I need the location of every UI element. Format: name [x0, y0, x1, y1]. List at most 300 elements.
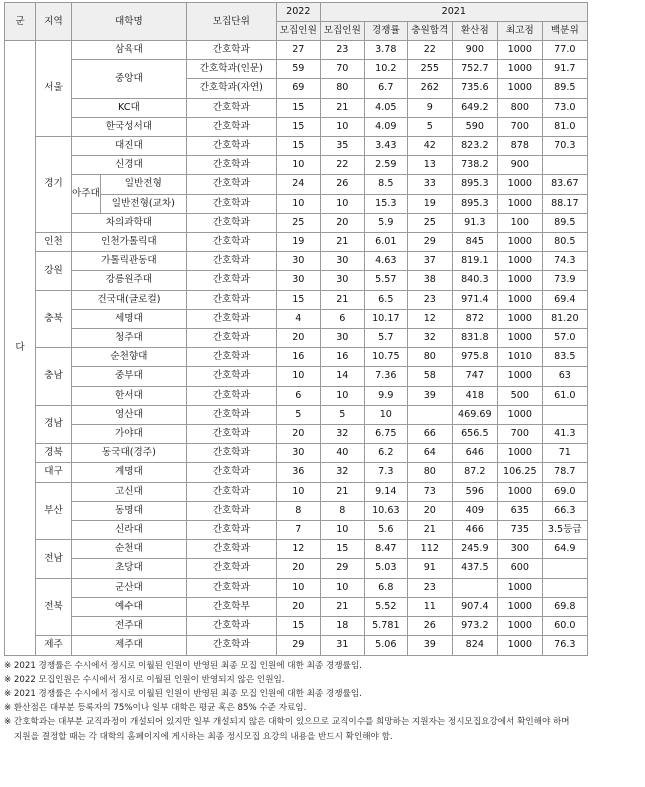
- university-cell: 동명대: [72, 501, 187, 520]
- converted-score-cell: 819.1: [452, 252, 497, 271]
- percentile-cell: 80.5: [542, 233, 587, 252]
- converted-score-cell: 437.5: [452, 559, 497, 578]
- department-cell: 간호학과: [186, 329, 276, 348]
- competition-rate-cell: 8.5: [364, 175, 407, 194]
- highest-score-cell: 1000: [497, 175, 542, 194]
- competition-rate-cell: 5.781: [364, 617, 407, 636]
- university-cell: 인천가톨릭대: [72, 233, 187, 252]
- header-quota-2022: 모집인원: [276, 22, 320, 41]
- additional-pass-cell: 73: [407, 482, 452, 501]
- additional-pass-cell: 64: [407, 444, 452, 463]
- competition-rate-cell: 6.7: [364, 79, 407, 98]
- percentile-cell: 73.9: [542, 271, 587, 290]
- percentile-cell: 89.5: [542, 79, 587, 98]
- table-row: [5, 578, 588, 597]
- quota-2022-cell: 15: [276, 617, 320, 636]
- department-cell: 간호학과: [186, 540, 276, 559]
- highest-score-cell: 1000: [497, 405, 542, 424]
- department-cell: 간호학과: [186, 405, 276, 424]
- competition-rate-cell: 10: [364, 405, 407, 424]
- additional-pass-cell: 11: [407, 597, 452, 616]
- university-cell: 초당대: [72, 559, 187, 578]
- highest-score-cell: 900: [497, 156, 542, 175]
- header-department: 모집단위: [186, 3, 276, 41]
- converted-score-cell: 975.8: [452, 348, 497, 367]
- highest-score-cell: 1000: [497, 617, 542, 636]
- quota-2021-cell: 26: [320, 175, 364, 194]
- converted-score-cell: 845: [452, 233, 497, 252]
- department-cell: 간호학과: [186, 578, 276, 597]
- highest-score-cell: 700: [497, 117, 542, 136]
- footnote: ※ 간호학과는 대부분 교직과정이 개설되어 있지만 일부 개설되지 않은 대학이 있으므로 교직이수를 희망하는 지원자는 정시모집요강에서 확인해야 하며: [4, 717, 570, 728]
- highest-score-cell: 100: [497, 213, 542, 232]
- table-row: [5, 617, 588, 636]
- department-cell: 간호학과: [186, 41, 276, 60]
- highest-score-cell: 1000: [497, 194, 542, 213]
- quota-2021-cell: 21: [320, 290, 364, 309]
- department-cell: 간호학과: [186, 309, 276, 328]
- percentile-cell: 76.3: [542, 636, 587, 655]
- region-cell: 제주: [36, 636, 72, 655]
- header-year-2021: 2021: [320, 3, 587, 22]
- competition-rate-cell: 4.63: [364, 252, 407, 271]
- department-cell: 간호학과: [186, 175, 276, 194]
- table-row: [5, 156, 588, 175]
- converted-score-cell: 752.7: [452, 60, 497, 79]
- university-cell: 강릉원주대: [72, 271, 187, 290]
- quota-2022-cell: 30: [276, 444, 320, 463]
- additional-pass-cell: 37: [407, 252, 452, 271]
- converted-score-cell: 469.69: [452, 405, 497, 424]
- additional-pass-cell: 5: [407, 117, 452, 136]
- footnote: ※ 2021 경쟁률은 수시에서 정시로 이월된 인원이 반영된 최종 모집 인원에 대한 최종 경쟁률임.: [4, 688, 362, 699]
- percentile-cell: 71: [542, 444, 587, 463]
- region-cell: 서울: [36, 41, 72, 137]
- table-row: [5, 213, 588, 232]
- converted-score-cell: 738.2: [452, 156, 497, 175]
- university-cell: 중부대: [72, 367, 187, 386]
- department-cell: 간호학부: [186, 597, 276, 616]
- competition-rate-cell: 2.59: [364, 156, 407, 175]
- quota-2021-cell: 30: [320, 271, 364, 290]
- additional-pass-cell: 12: [407, 309, 452, 328]
- converted-score-cell: 245.9: [452, 540, 497, 559]
- additional-pass-cell: 13: [407, 156, 452, 175]
- quota-2022-cell: 12: [276, 540, 320, 559]
- department-cell: 간호학과: [186, 463, 276, 482]
- percentile-cell: 81.0: [542, 117, 587, 136]
- table-row: [5, 386, 588, 405]
- table-row: [5, 348, 588, 367]
- header-percentile: 백분위: [542, 22, 587, 41]
- quota-2022-cell: 20: [276, 329, 320, 348]
- converted-score-cell: 973.2: [452, 617, 497, 636]
- quota-2022-cell: 19: [276, 233, 320, 252]
- university-cell: 중앙대: [72, 60, 187, 98]
- percentile-cell: [542, 559, 587, 578]
- additional-pass-cell: 33: [407, 175, 452, 194]
- quota-2021-cell: 10: [320, 117, 364, 136]
- competition-rate-cell: 5.9: [364, 213, 407, 232]
- competition-rate-cell: 6.75: [364, 425, 407, 444]
- footnote: 지원을 결정할 때는 각 대학의 홈페이지에 게시하는 최종 정시모집 요강의 내용을 반드시 확인해야 함.: [14, 731, 393, 742]
- highest-score-cell: 500: [497, 386, 542, 405]
- highest-score-cell: 1010: [497, 348, 542, 367]
- competition-rate-cell: 4.05: [364, 98, 407, 117]
- quota-2021-cell: 31: [320, 636, 364, 655]
- quota-2021-cell: 21: [320, 98, 364, 117]
- percentile-cell: 69.0: [542, 482, 587, 501]
- converted-score-cell: 872: [452, 309, 497, 328]
- department-cell: 간호학과: [186, 233, 276, 252]
- converted-score-cell: 596: [452, 482, 497, 501]
- quota-2021-cell: 80: [320, 79, 364, 98]
- region-cell: 전북: [36, 578, 72, 636]
- university-cell: 한서대: [72, 386, 187, 405]
- admissions-document: [4, 2, 588, 744]
- table-row: [5, 636, 588, 655]
- table-row: [5, 501, 588, 520]
- table-row: [5, 540, 588, 559]
- competition-rate-cell: 6.8: [364, 578, 407, 597]
- header-region: 지역: [36, 3, 72, 41]
- university-cell: 계명대: [72, 463, 187, 482]
- quota-2021-cell: 21: [320, 233, 364, 252]
- highest-score-cell: 800: [497, 98, 542, 117]
- competition-rate-cell: 6.2: [364, 444, 407, 463]
- competition-rate-cell: 9.9: [364, 386, 407, 405]
- converted-score-cell: 907.4: [452, 597, 497, 616]
- footnotes: [4, 659, 588, 744]
- competition-rate-cell: 6.01: [364, 233, 407, 252]
- table-row: [5, 41, 588, 60]
- university-cell: 세명대: [72, 309, 187, 328]
- university-cell: 신라대: [72, 521, 187, 540]
- university-cell: 삼육대: [72, 41, 187, 60]
- quota-2021-cell: 29: [320, 559, 364, 578]
- highest-score-cell: 106.25: [497, 463, 542, 482]
- quota-2022-cell: 15: [276, 290, 320, 309]
- university-cell: 순천향대: [72, 348, 187, 367]
- header-university: 대학명: [72, 3, 187, 41]
- table-row: [5, 175, 588, 194]
- competition-rate-cell: 8.47: [364, 540, 407, 559]
- additional-pass-cell: 39: [407, 386, 452, 405]
- converted-score-cell: 735.6: [452, 79, 497, 98]
- percentile-cell: 78.7: [542, 463, 587, 482]
- highest-score-cell: 1000: [497, 252, 542, 271]
- department-cell: 간호학과: [186, 559, 276, 578]
- competition-rate-cell: 5.52: [364, 597, 407, 616]
- department-cell: 간호학과: [186, 521, 276, 540]
- university-cell: 청주대: [72, 329, 187, 348]
- quota-2021-cell: 16: [320, 348, 364, 367]
- converted-score-cell: 409: [452, 501, 497, 520]
- region-cell: 강원: [36, 252, 72, 290]
- additional-pass-cell: [407, 405, 452, 424]
- header-year-2022: 2022: [276, 3, 320, 22]
- highest-score-cell: 700: [497, 425, 542, 444]
- department-cell: 간호학과: [186, 213, 276, 232]
- additional-pass-cell: 19: [407, 194, 452, 213]
- converted-score-cell: 590: [452, 117, 497, 136]
- percentile-cell: [542, 156, 587, 175]
- department-cell: 간호학과: [186, 367, 276, 386]
- quota-2022-cell: 10: [276, 578, 320, 597]
- quota-2022-cell: 24: [276, 175, 320, 194]
- percentile-cell: 69.4: [542, 290, 587, 309]
- quota-2021-cell: 6: [320, 309, 364, 328]
- quota-2022-cell: 6: [276, 386, 320, 405]
- converted-score-cell: 91.3: [452, 213, 497, 232]
- quota-2021-cell: 35: [320, 137, 364, 156]
- competition-rate-cell: 10.2: [364, 60, 407, 79]
- converted-score-cell: 895.3: [452, 194, 497, 213]
- highest-score-cell: 300: [497, 540, 542, 559]
- university-cell: 예수대: [72, 597, 187, 616]
- competition-rate-cell: 10.75: [364, 348, 407, 367]
- percentile-cell: 64.9: [542, 540, 587, 559]
- region-cell: 경북: [36, 444, 72, 463]
- highest-score-cell: 1000: [497, 271, 542, 290]
- highest-score-cell: 1000: [497, 636, 542, 655]
- quota-2022-cell: 4: [276, 309, 320, 328]
- percentile-cell: 74.3: [542, 252, 587, 271]
- table-row: [5, 444, 588, 463]
- quota-2022-cell: 10: [276, 367, 320, 386]
- converted-score-cell: 823.2: [452, 137, 497, 156]
- additional-pass-cell: 262: [407, 79, 452, 98]
- table-row: [5, 271, 588, 290]
- department-cell: 간호학과: [186, 386, 276, 405]
- region-cell: 인천: [36, 233, 72, 252]
- quota-2022-cell: 25: [276, 213, 320, 232]
- highest-score-cell: 1000: [497, 367, 542, 386]
- university-cell: 고신대: [72, 482, 187, 501]
- competition-rate-cell: 9.14: [364, 482, 407, 501]
- percentile-cell: 91.7: [542, 60, 587, 79]
- university-cell: 군산대: [72, 578, 187, 597]
- header-quota-2021: 모집인원: [320, 22, 364, 41]
- quota-2022-cell: 20: [276, 597, 320, 616]
- additional-pass-cell: 58: [407, 367, 452, 386]
- additional-pass-cell: 38: [407, 271, 452, 290]
- percentile-cell: 88.17: [542, 194, 587, 213]
- quota-2022-cell: 15: [276, 137, 320, 156]
- percentile-cell: 73.0: [542, 98, 587, 117]
- quota-2021-cell: 30: [320, 329, 364, 348]
- percentile-cell: [542, 405, 587, 424]
- additional-pass-cell: 80: [407, 463, 452, 482]
- converted-score-cell: 747: [452, 367, 497, 386]
- competition-rate-cell: 3.43: [364, 137, 407, 156]
- quota-2022-cell: 29: [276, 636, 320, 655]
- university-cell: 가톨릭관동대: [72, 252, 187, 271]
- header-highest-score: 최고점: [497, 22, 542, 41]
- converted-score-cell: 840.3: [452, 271, 497, 290]
- converted-score-cell: [452, 578, 497, 597]
- header-competition: 경쟁률: [364, 22, 407, 41]
- additional-pass-cell: 20: [407, 501, 452, 520]
- competition-rate-cell: 15.3: [364, 194, 407, 213]
- competition-rate-cell: 5.7: [364, 329, 407, 348]
- department-cell: 간호학과(자연): [186, 79, 276, 98]
- quota-2022-cell: 59: [276, 60, 320, 79]
- highest-score-cell: 1000: [497, 290, 542, 309]
- university-cell: 한국성서대: [72, 117, 187, 136]
- table-row: [5, 521, 588, 540]
- table-row: [5, 559, 588, 578]
- quota-2021-cell: 32: [320, 463, 364, 482]
- table-row: [5, 290, 588, 309]
- quota-2022-cell: 15: [276, 117, 320, 136]
- region-cell: 경남: [36, 405, 72, 443]
- university-cell: 전주대: [72, 617, 187, 636]
- quota-2022-cell: 8: [276, 501, 320, 520]
- percentile-cell: 66.3: [542, 501, 587, 520]
- percentile-cell: 89.5: [542, 213, 587, 232]
- admissions-table: [4, 2, 588, 656]
- table-row: [5, 367, 588, 386]
- quota-2022-cell: 7: [276, 521, 320, 540]
- highest-score-cell: 600: [497, 559, 542, 578]
- quota-2021-cell: 10: [320, 578, 364, 597]
- table-row: [5, 425, 588, 444]
- converted-score-cell: 466: [452, 521, 497, 540]
- quota-2021-cell: 23: [320, 41, 364, 60]
- quota-2021-cell: 10: [320, 386, 364, 405]
- quota-2021-cell: 32: [320, 425, 364, 444]
- quota-2021-cell: 10: [320, 194, 364, 213]
- converted-score-cell: 656.5: [452, 425, 497, 444]
- additional-pass-cell: 32: [407, 329, 452, 348]
- department-cell: 간호학과: [186, 290, 276, 309]
- quota-2021-cell: 5: [320, 405, 364, 424]
- competition-rate-cell: 6.5: [364, 290, 407, 309]
- highest-score-cell: 1000: [497, 309, 542, 328]
- converted-score-cell: 831.8: [452, 329, 497, 348]
- region-cell: 전남: [36, 540, 72, 578]
- quota-2022-cell: 69: [276, 79, 320, 98]
- department-cell: 간호학과: [186, 156, 276, 175]
- quota-2022-cell: 15: [276, 98, 320, 117]
- competition-rate-cell: 7.3: [364, 463, 407, 482]
- converted-score-cell: 87.2: [452, 463, 497, 482]
- competition-rate-cell: 5.57: [364, 271, 407, 290]
- highest-score-cell: 1000: [497, 578, 542, 597]
- additional-pass-cell: 23: [407, 290, 452, 309]
- quota-2021-cell: 40: [320, 444, 364, 463]
- percentile-cell: 69.8: [542, 597, 587, 616]
- competition-rate-cell: 5.6: [364, 521, 407, 540]
- highest-score-cell: 1000: [497, 233, 542, 252]
- university-cell: 신경대: [72, 156, 187, 175]
- department-cell: 간호학과: [186, 252, 276, 271]
- additional-pass-cell: 23: [407, 578, 452, 597]
- department-cell: 간호학과: [186, 444, 276, 463]
- table-row: [5, 233, 588, 252]
- highest-score-cell: 735: [497, 521, 542, 540]
- converted-score-cell: 418: [452, 386, 497, 405]
- highest-score-cell: 1000: [497, 41, 542, 60]
- quota-2022-cell: 20: [276, 559, 320, 578]
- highest-score-cell: 1000: [497, 79, 542, 98]
- additional-pass-cell: 66: [407, 425, 452, 444]
- quota-2021-cell: 18: [320, 617, 364, 636]
- percentile-cell: 61.0: [542, 386, 587, 405]
- additional-pass-cell: 21: [407, 521, 452, 540]
- table-row: [5, 252, 588, 271]
- department-cell: 간호학과: [186, 482, 276, 501]
- percentile-cell: 57.0: [542, 329, 587, 348]
- region-cell: 부산: [36, 482, 72, 540]
- additional-pass-cell: 255: [407, 60, 452, 79]
- university-cell: 건국대(글로컬): [72, 290, 187, 309]
- quota-2022-cell: 27: [276, 41, 320, 60]
- highest-score-cell: 1000: [497, 444, 542, 463]
- university-cell: 순천대: [72, 540, 187, 559]
- department-cell: 간호학과: [186, 117, 276, 136]
- admission-type-cell: 일반전형(교차): [100, 194, 186, 213]
- department-cell: 간호학과: [186, 425, 276, 444]
- percentile-cell: 60.0: [542, 617, 587, 636]
- competition-rate-cell: 10.17: [364, 309, 407, 328]
- percentile-cell: 70.3: [542, 137, 587, 156]
- quota-2022-cell: 30: [276, 252, 320, 271]
- header-additional-pass: 충원합격: [407, 22, 452, 41]
- region-cell: 대구: [36, 463, 72, 482]
- competition-rate-cell: 5.03: [364, 559, 407, 578]
- admission-type-cell: 일반전형: [100, 175, 186, 194]
- percentile-cell: 83.67: [542, 175, 587, 194]
- converted-score-cell: 649.2: [452, 98, 497, 117]
- additional-pass-cell: 80: [407, 348, 452, 367]
- quota-2021-cell: 20: [320, 213, 364, 232]
- additional-pass-cell: 25: [407, 213, 452, 232]
- highest-score-cell: 1000: [497, 329, 542, 348]
- percentile-cell: 83.5: [542, 348, 587, 367]
- quota-2022-cell: 20: [276, 425, 320, 444]
- converted-score-cell: 646: [452, 444, 497, 463]
- additional-pass-cell: 42: [407, 137, 452, 156]
- percentile-cell: 41.3: [542, 425, 587, 444]
- table-row: [5, 329, 588, 348]
- region-cell: 경기: [36, 137, 72, 233]
- header-converted-score: 환산점: [452, 22, 497, 41]
- university-cell: 영산대: [72, 405, 187, 424]
- department-cell: 간호학과: [186, 137, 276, 156]
- percentile-cell: 81.20: [542, 309, 587, 328]
- university-cell: 제주대: [72, 636, 187, 655]
- table-row: [5, 98, 588, 117]
- competition-rate-cell: 5.06: [364, 636, 407, 655]
- quota-2021-cell: 15: [320, 540, 364, 559]
- footnote: ※ 2022 모집인원은 수시에서 정시로 이월된 인원이 반영되지 않은 인원임.: [4, 674, 285, 685]
- additional-pass-cell: 9: [407, 98, 452, 117]
- department-cell: 간호학과: [186, 348, 276, 367]
- footnote: ※ 2021 경쟁률은 수시에서 정시로 이월된 인원이 반영된 최종 모집 인원에 대한 최종 경쟁률임.: [4, 660, 362, 671]
- header-group: 군: [5, 3, 36, 41]
- additional-pass-cell: 22: [407, 41, 452, 60]
- competition-rate-cell: 3.78: [364, 41, 407, 60]
- region-cell: 충북: [36, 290, 72, 348]
- table-row: [5, 137, 588, 156]
- quota-2021-cell: 70: [320, 60, 364, 79]
- quota-2022-cell: 10: [276, 156, 320, 175]
- converted-score-cell: 971.4: [452, 290, 497, 309]
- university-cell: 대진대: [72, 137, 187, 156]
- table-row: [5, 309, 588, 328]
